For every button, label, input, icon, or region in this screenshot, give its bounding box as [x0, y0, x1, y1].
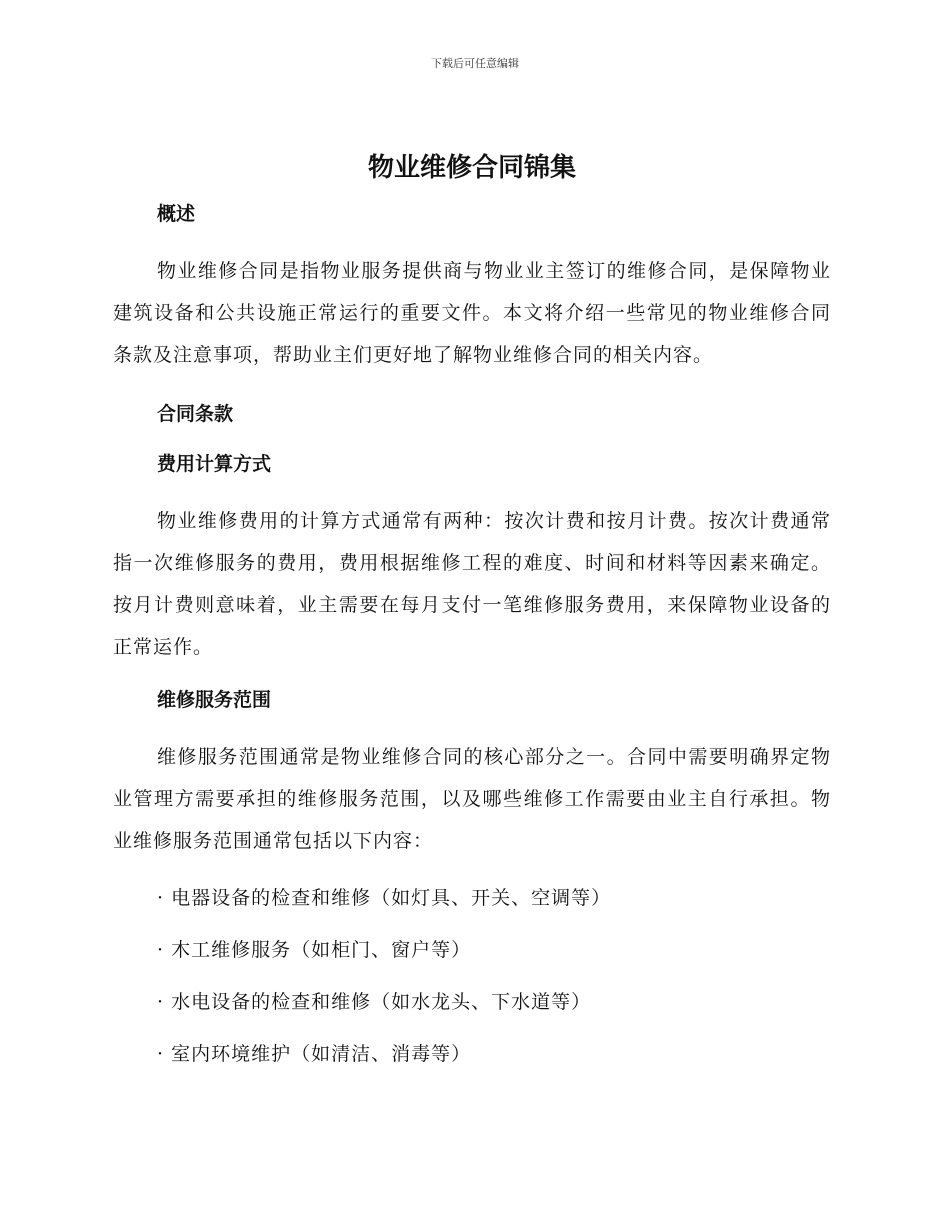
scope-list-item: · 电器设备的检查和维修（如灯具、开关、空调等） — [157, 887, 612, 909]
contract-terms-heading: 合同条款 — [157, 403, 234, 425]
scope-heading: 维修服务范围 — [157, 689, 272, 711]
overview-heading: 概述 — [157, 203, 196, 225]
scope-paragraph: 维修服务范围通常是物业维修合同的核心部分之一。合同中需要明确界定物业管理方需要承担的维修服务范围，以及哪些维修工作需要由业主自行承担。物业维修服务范围通常包括以下内容： — [113, 746, 831, 852]
scope-list-item: · 木工维修服务（如柜门、窗户等） — [157, 939, 472, 961]
scope-list-item: · 水电设备的检查和维修（如水龙头、下水道等） — [157, 991, 592, 1013]
header-note: 下载后可任意编辑 — [431, 57, 519, 70]
fee-heading: 费用计算方式 — [157, 453, 272, 475]
document-title: 物业维修合同锦集 — [367, 153, 576, 183]
scope-list-item: · 室内环境维护（如清洁、消毒等） — [157, 1043, 472, 1065]
document-body — [113, 148, 831, 1092]
overview-paragraph: 物业维修合同是指物业服务提供商与物业业主签订的维修合同，是保障物业建筑设备和公共设施正常运行的重要文件。本文将介绍一些常见的物业维修合同条款及注意事项，帮助业主们更好地了解物业维修合同的相关内容。 — [113, 260, 831, 366]
fee-paragraph: 物业维修费用的计算方式通常有两种：按次计费和按月计费。按次计费通常指一次维修服务的费用，费用根据维修工程的难度、时间和材料等因素来确定。按月计费则意味着，业主需要在每月支付一笔维修服务费用，来保障物业设备的正常运作。 — [113, 510, 831, 658]
